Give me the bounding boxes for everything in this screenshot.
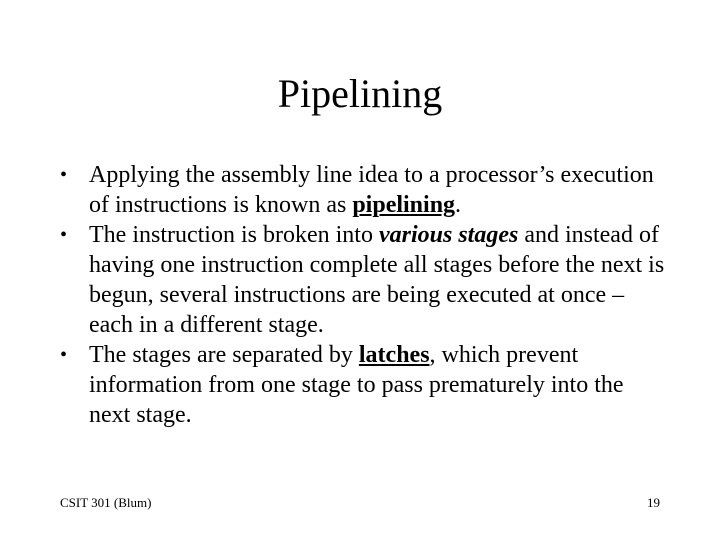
bullet-icon: • <box>60 224 68 246</box>
bullet-item <box>60 220 670 340</box>
bullet-text: The instruction is broken into <box>89 222 379 248</box>
bullet-text: The stages are separated by <box>89 342 359 368</box>
bullet-list <box>60 160 670 430</box>
slide-title: Pipelining <box>277 71 443 116</box>
bullet-text: , which prevent information from one stage to pass prematurely into the next stage. <box>89 342 624 428</box>
page-number: 19 <box>647 495 660 510</box>
bullet-text: . <box>455 192 462 218</box>
bullet-item <box>60 160 670 220</box>
footer-course: CSIT 301 (Blum) <box>60 495 152 510</box>
bullet-item <box>60 340 670 430</box>
keyword-various-stages: various stages <box>378 222 519 248</box>
bullet-text: Applying the assembly line idea to a processor’s execution of instructions is known as <box>89 162 654 218</box>
bullet-icon: • <box>60 164 68 186</box>
keyword-pipelining: pipelining <box>352 192 456 218</box>
bullet-icon: • <box>60 344 68 366</box>
keyword-latches: latches <box>358 342 430 368</box>
bullet-text: and instead of having one instruction complete all stages before the next is begun, several instructions are being executed at once – each in a different stage. <box>89 222 665 338</box>
